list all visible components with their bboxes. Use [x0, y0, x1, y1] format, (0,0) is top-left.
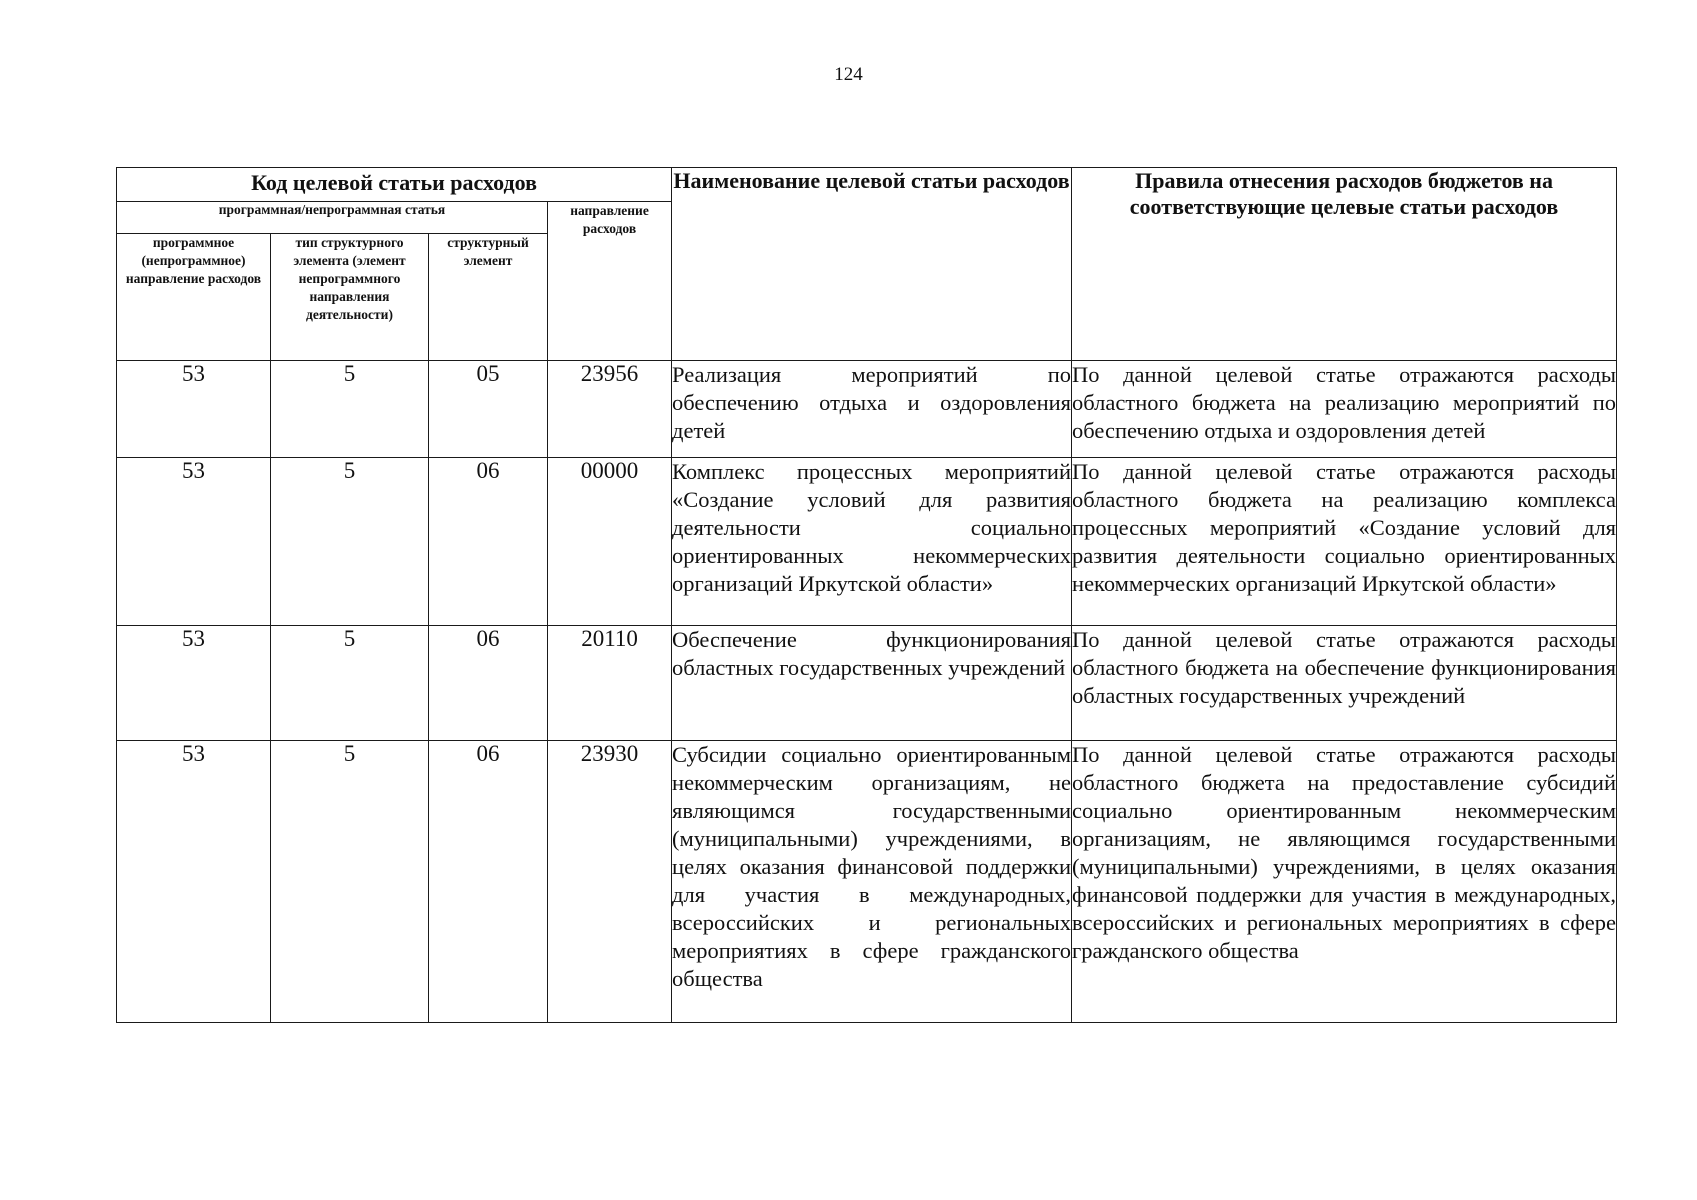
article-rule-cell: По данной целевой статье отражаются расходы областного бюджета на реализацию комплекса процессных мероприятий «Создание условий для развития деятельности социально ориентированных некоммерческих организаций Иркутской области»: [1072, 458, 1617, 626]
type-code-cell: 5: [271, 626, 429, 741]
article-name-cell: Комплекс процессных мероприятий «Создание условий для развития деятельности социально ориентированных некоммерческих организаций Иркутской области»: [672, 458, 1072, 626]
direction-code-cell: 20110: [548, 626, 672, 741]
program-direction-header: программное (непрограммное) направление расходов: [117, 234, 271, 361]
article-name-cell: Обеспечение функционирования областных государственных учреждений: [672, 626, 1072, 741]
code-header: Код целевой статьи расходов: [117, 168, 672, 202]
direction-code-cell: 00000: [548, 458, 672, 626]
article-name-cell: Реализация мероприятий по обеспечению отдыха и оздоровления детей: [672, 361, 1072, 458]
table-row: [117, 741, 1617, 1023]
name-header: Наименование целевой статьи расходов: [672, 168, 1072, 361]
type-code-cell: 5: [271, 458, 429, 626]
expense-direction-header: направление расходов: [548, 202, 672, 361]
program-code-cell: 53: [117, 626, 271, 741]
program-code-cell: 53: [117, 361, 271, 458]
budget-classification-table: [116, 167, 1617, 1023]
element-code-cell: 05: [429, 361, 548, 458]
page-number: 124: [834, 64, 863, 85]
article-name-cell: Субсидии социально ориентированным некоммерческим организациям, не являющимся государственными (муниципальными) учреждениями, в целях оказания финансовой поддержки для участия в международных, всероссийских и региональных мероприятиях в сфере гражданского общества: [672, 741, 1072, 1023]
type-code-cell: 5: [271, 361, 429, 458]
type-code-cell: 5: [271, 741, 429, 1023]
program-code-cell: 53: [117, 741, 271, 1023]
table-row: [117, 626, 1617, 741]
direction-code-cell: 23956: [548, 361, 672, 458]
article-rule-cell: По данной целевой статье отражаются расходы областного бюджета на предоставление субсидий социально ориентированным некоммерческим организациям, не являющимся государственными (муниципальными) учреждениями, в целях оказания финансовой поддержки для участия в международных, всероссийских и региональных мероприятиях в сфере гражданского общества: [1072, 741, 1617, 1023]
program-code-cell: 53: [117, 458, 271, 626]
article-rule-cell: По данной целевой статье отражаются расходы областного бюджета на обеспечение функционирования областных государственных учреждений: [1072, 626, 1617, 741]
element-code-cell: 06: [429, 458, 548, 626]
direction-code-cell: 23930: [548, 741, 672, 1023]
program-article-header: программная/непрограммная статья: [117, 202, 548, 234]
table-row: [117, 458, 1617, 626]
rules-header: Правила отнесения расходов бюджетов на соответствующие целевые статьи расходов: [1072, 168, 1617, 361]
structural-type-header: тип структурного элемента (элемент непрограммного направления деятельности): [271, 234, 429, 361]
structural-element-header: структурный элемент: [429, 234, 548, 361]
element-code-cell: 06: [429, 741, 548, 1023]
article-rule-cell: По данной целевой статье отражаются расходы областного бюджета на реализацию мероприятий по обеспечению отдыха и оздоровления детей: [1072, 361, 1617, 458]
table-row: [117, 361, 1617, 458]
element-code-cell: 06: [429, 626, 548, 741]
